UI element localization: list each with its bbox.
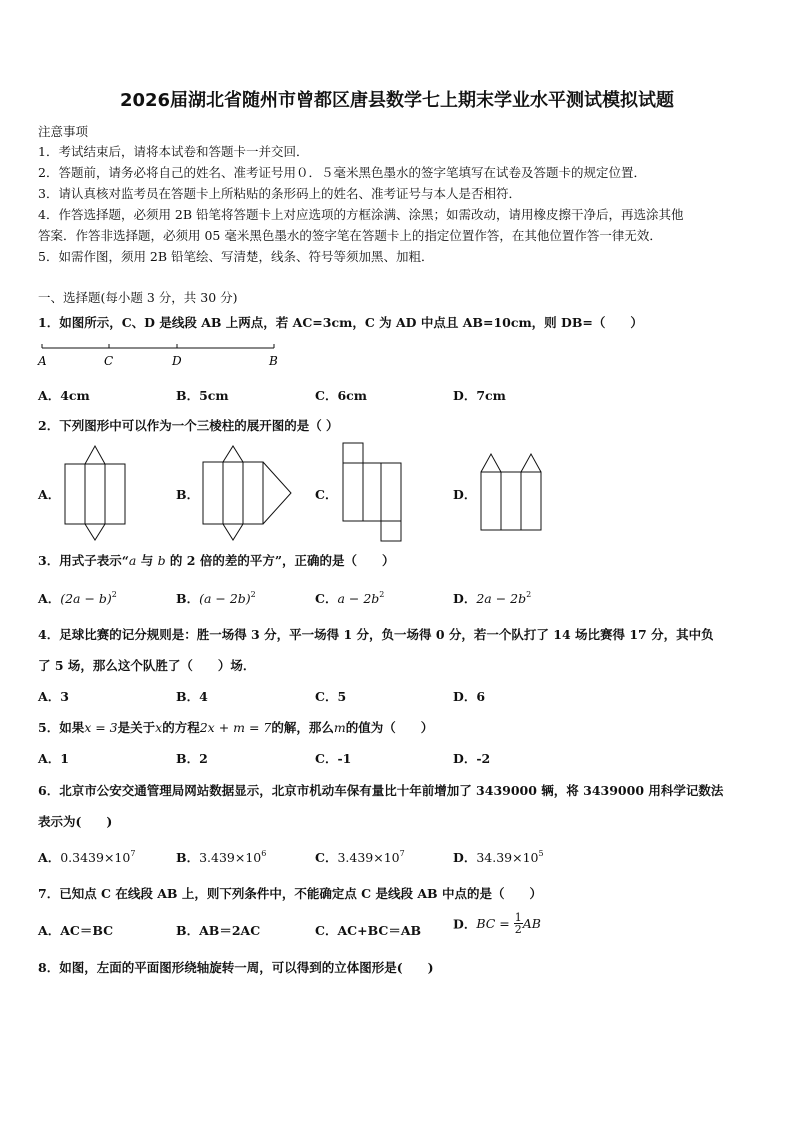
point-a-label: A — [38, 354, 47, 368]
notice-heading: 注意事项 — [38, 124, 89, 139]
q2-option-b-label[interactable]: B． — [176, 487, 200, 502]
q2-option-a-label[interactable]: A． — [38, 487, 61, 502]
q1-option-d[interactable]: D．7cm — [453, 388, 506, 403]
q2-net-d-figure[interactable] — [480, 452, 544, 532]
q3-option-d[interactable]: D．$2a - 2b^2$ — [453, 590, 532, 606]
q1-option-c[interactable]: C．6cm — [315, 388, 367, 403]
question-6-stem-line1: 6．北京市公安交通管理局网站数据显示，北京市机动车保有量比十年前增加了 3439000 辆，将 3439000 用科学记数法 — [38, 783, 724, 798]
point-b-label: B — [269, 354, 278, 368]
q4-option-d[interactable]: D．6 — [453, 689, 486, 704]
q3-option-d-expr: 2a − 2b — [476, 591, 527, 606]
point-d-label: D — [172, 354, 182, 368]
point-c-label: C — [104, 354, 114, 368]
q3-option-c-expr: a − 2b — [337, 591, 380, 606]
q3-option-a[interactable]: A．$(2a - b)^2$ — [38, 590, 117, 606]
notice-item-3: 3．请认真核对监考员在答题卡上所粘贴的条形码上的姓名、准考证号与本人是否相符． — [38, 186, 521, 201]
q2-net-b-figure[interactable] — [202, 444, 294, 540]
q2-net-a-figure[interactable] — [64, 444, 128, 540]
q7-option-d[interactable]: D．BC = $\frac{1}{2}$ AB — [453, 911, 541, 936]
q1-option-b[interactable]: B．5cm — [176, 388, 229, 403]
q3-option-c[interactable]: C．$a - 2b^2$ — [315, 590, 385, 606]
q2-net-c-figure[interactable] — [342, 442, 404, 542]
q3-option-b-expr: (a − 2b) — [199, 591, 251, 606]
q4-option-b[interactable]: B．4 — [176, 689, 208, 704]
notice-item-4-cont: 答案．作答非选择题，必须用 05 毫米黑色墨水的签字笔在答题卡上的指定位置作答，在其他位置作答一律无效． — [38, 228, 662, 243]
q6-option-b[interactable]: B．$3.439\times 10^6$ — [176, 849, 267, 865]
q5-option-a[interactable]: A．1 — [38, 751, 69, 766]
q2-option-c-label[interactable]: C． — [315, 487, 338, 502]
question-8-stem: 8．如图，左面的平面图形绕轴旋转一周，可以得到的立体图形是( ) — [38, 960, 434, 975]
q4-option-a[interactable]: A．3 — [38, 689, 69, 704]
question-4-stem-line2: 了 5 场，那么这个队胜了（ ）场． — [38, 658, 256, 673]
question-2-stem: 2．下列图形中可以作为一个三棱柱的展开图的是（ ） — [38, 418, 339, 433]
question-3-stem: 3．用式子表示“a 与 b 的 2 倍的差的平方”，正确的是（ ） — [38, 553, 395, 568]
question-6-stem-line2: 表示为( ) — [38, 814, 113, 829]
q6-option-d[interactable]: D．$34.39\times 10^5$ — [453, 849, 544, 865]
q6-option-c[interactable]: C．$3.439\times 10^7$ — [315, 849, 405, 865]
notice-item-5: 5．如需作图，须用 2B 铅笔绘、写清楚，线条、符号等须加黑、加粗． — [38, 249, 434, 264]
q7-option-b[interactable]: B．AB＝2AC — [176, 923, 261, 938]
q4-option-c[interactable]: C．5 — [315, 689, 347, 704]
notice-item-4: 4．作答选择题，必须用 2B 铅笔将答题卡上对应选项的方框涂满、涂黑；如需改动，请用橡皮擦干净后，再选涂其他 — [38, 207, 684, 222]
q1-segment-figure — [38, 340, 288, 370]
q5-option-c[interactable]: C．-1 — [315, 751, 352, 766]
q2-option-d-label[interactable]: D． — [453, 487, 477, 502]
q5-option-b[interactable]: B．2 — [176, 751, 208, 766]
q7-option-c[interactable]: C．AC+BC＝AB — [315, 923, 422, 938]
question-7-stem: 7．已知点 C 在线段 AB 上，则下列条件中，不能确定点 C 是线段 AB 中点的是（ ） — [38, 886, 542, 901]
notice-item-1: 1．考试结束后，请将本试卷和答题卡一并交回． — [38, 144, 309, 159]
notice-item-2: 2．答题前，请务必将自己的姓名、准考证号用０．５毫米黑色墨水的签字笔填写在试卷及答题卡的规定位置． — [38, 165, 646, 180]
q3-option-a-expr: (2a − b) — [60, 591, 112, 606]
question-1-stem: 1．如图所示，C、D 是线段 AB 上两点，若 AC=3cm，C 为 AD 中点且 AB=10cm，则 DB=（ ） — [38, 315, 643, 330]
page-title: 2026届湖北省随州市曾都区唐县数学七上期末学业水平测试模拟试题 — [119, 90, 675, 111]
q3-option-b[interactable]: B．$(a - 2b)^2$ — [176, 590, 256, 606]
q1-option-a[interactable]: A．4cm — [38, 388, 90, 403]
q7-option-a[interactable]: A．AC＝BC — [38, 923, 114, 938]
question-4-stem-line1: 4．足球比赛的记分规则是：胜一场得 3 分，平一场得 1 分，负一场得 0 分，若一个队打了 14 场比赛得 17 分，其中负 — [38, 627, 714, 642]
q6-option-a[interactable]: A．$0.3439\times 10^7$ — [38, 849, 136, 865]
question-5-stem: 5．如果x = 3是关于x的方程2x + m = 7的解，那么m的值为（ ） — [38, 720, 434, 735]
q5-option-d[interactable]: D．-2 — [453, 751, 491, 766]
section-heading: 一、选择题(每小题 3 分，共 30 分) — [38, 290, 238, 305]
q7-fraction: $\frac{1}{2}$ — [514, 911, 522, 936]
